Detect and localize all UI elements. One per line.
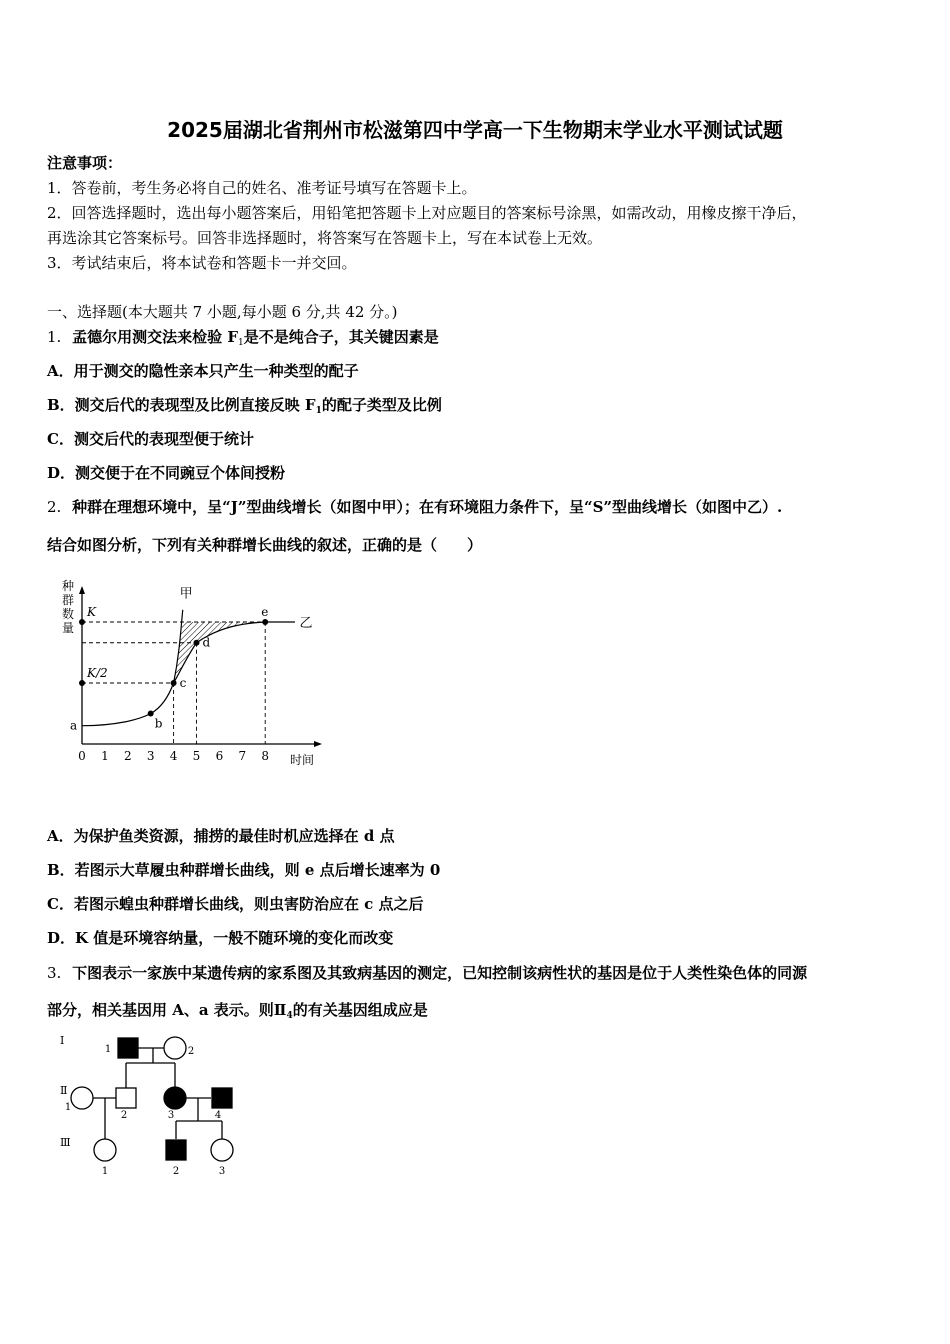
x-axis-label: 时间 <box>289 753 315 767</box>
y-axis-label-char: 数 <box>62 607 75 621</box>
section-heading: 一、选择题(本大题共 7 小题,每小题 6 分,共 42 分。) <box>47 303 398 321</box>
x-tick-label: 3 <box>146 749 155 763</box>
x-tick-label: 0 <box>78 749 86 763</box>
q1-option-b <box>47 395 442 418</box>
notice-item: 再选涂其它答案标号。回答非选择题时，将答案写在答题卡上，写在本试卷上无效。 <box>47 229 603 247</box>
q3-stem-text-3: 的有关基因组成应是 <box>292 1001 428 1019</box>
q1-option-a: A．用于测交的隐性亲本只产生一种类型的配子 <box>47 362 359 380</box>
x-axis-arrow <box>314 741 322 747</box>
x-tick-label: 5 <box>192 749 201 763</box>
question-number: 1. <box>47 328 62 346</box>
q1-option-b-sub: 1 <box>315 406 322 416</box>
point-e <box>262 619 268 625</box>
generation-label: Ⅲ <box>60 1136 71 1149</box>
x-tick-label: 8 <box>261 749 270 763</box>
pedigree-i-2 <box>164 1037 186 1059</box>
question-2-stem <box>47 497 782 517</box>
pedigree-lines <box>93 1048 222 1139</box>
pedigree-members <box>60 1034 233 1177</box>
q1-subscript: 1 <box>237 338 244 348</box>
chart-plot-area <box>70 586 322 767</box>
k-axis-point <box>79 619 85 625</box>
pedigree-member-label: 1 <box>104 1044 112 1055</box>
pedigree-diagram <box>50 1030 250 1180</box>
point-label-d: d <box>202 635 211 650</box>
point-d <box>194 640 200 646</box>
pedigree-member-label: 2 <box>172 1166 180 1177</box>
point-c <box>171 680 177 686</box>
q2-option-b: B．若图示大草履虫种群增长曲线，则 e 点后增长速率为 0 <box>47 861 441 879</box>
q3-stem-text-2: 部分，相关基因用 A、a 表示。则Ⅱ <box>47 1001 287 1019</box>
point-label-a: a <box>70 718 78 733</box>
q3-stem-text: 下图表示一家族中某遗传病的家系图及其致病基因的测定，已知控制该病性状的基因是位于人类性染色体的同源 <box>72 964 808 982</box>
question-1-stem <box>47 327 439 350</box>
x-tick-label: 1 <box>101 749 109 763</box>
pedigree-iii-2 <box>166 1140 186 1160</box>
pedigree-member-label: 3 <box>218 1166 226 1177</box>
half-k-axis-point <box>79 680 85 686</box>
pedigree-member-label: 2 <box>187 1046 195 1057</box>
x-tick-label: 7 <box>238 749 247 763</box>
y-tick-label: K <box>87 605 96 619</box>
x-tick-label: 2 <box>123 749 132 763</box>
question-3-stem <box>47 963 807 983</box>
generation-label: Ⅰ <box>60 1034 65 1047</box>
pedigree-member-label: 4 <box>214 1110 222 1121</box>
pedigree-member-label: 2 <box>120 1110 128 1121</box>
notice-item: 3．考试结束后，将本试卷和答题卡一并交回。 <box>47 254 357 272</box>
q2-option-a: A．为保护鱼类资源，捕捞的最佳时机应选择在 d 点 <box>47 827 395 845</box>
pedigree-ii-3 <box>164 1087 186 1109</box>
question-3-stem-line2 <box>47 1000 428 1023</box>
x-tick-label: 6 <box>215 749 224 763</box>
y-axis-label-char: 群 <box>62 593 75 607</box>
notice-heading: 注意事项： <box>47 154 123 172</box>
pedigree-ii-2 <box>116 1088 136 1108</box>
point-b <box>148 711 154 717</box>
point-label-e: e <box>261 605 269 619</box>
pedigree-ii-4 <box>212 1088 232 1108</box>
x-tick-label: 4 <box>169 749 178 763</box>
page-title: 2025届湖北省荆州市松滋第四中学高一下生物期末学业水平测试试题 <box>167 118 783 142</box>
q2-option-c: C．若图示蝗虫种群增长曲线，则虫害防治应在 c 点之后 <box>47 895 424 913</box>
question-number: 2. <box>47 498 62 516</box>
population-growth-chart <box>50 578 340 788</box>
q2-option-d: D．K 值是环境容纳量，一般不随环境的变化而改变 <box>47 929 394 947</box>
notice-item: 1．答卷前，考生务必将自己的姓名、准考证号填写在答题卡上。 <box>47 179 477 197</box>
q1-option-b-text: B．测交后代的表现型及比例直接反映 F <box>47 396 316 414</box>
y-axis-label-char: 量 <box>62 621 75 635</box>
q1-stem-text: 孟德尔用测交法来检验 F <box>72 328 238 346</box>
q1-stem-text-2: 是不是纯合子，其关键因素是 <box>243 328 439 346</box>
pedigree-ii-1 <box>71 1087 93 1109</box>
pedigree-iii-3 <box>211 1139 233 1161</box>
notice-item: 2．回答选择题时，选出每小题答案后，用铅笔把答题卡上对应题目的答案标号涂黑，如需改动，用橡皮擦干净后， <box>47 204 807 222</box>
y-tick-label: K/2 <box>87 666 108 680</box>
question-number: 3. <box>47 964 62 982</box>
pedigree-iii-1 <box>94 1139 116 1161</box>
curve-label-jia: 甲 <box>179 586 193 602</box>
q1-option-b-text-2: 的配子类型及比例 <box>321 396 442 414</box>
q1-option-d: D．测交便于在不同豌豆个体间授粉 <box>47 464 286 482</box>
y-axis-arrow <box>79 586 85 594</box>
q2-stem-text: 种群在理想环境中，呈“J”型曲线增长（如图中甲）；在有环境阻力条件下，呈“S”型曲线增长（如图中乙）. <box>72 498 783 516</box>
q3-subscript: 4 <box>286 1011 293 1021</box>
point-label-c: c <box>179 676 187 690</box>
pedigree-member-label: 3 <box>167 1110 175 1121</box>
curve-label-yi: 乙 <box>299 616 313 631</box>
pedigree-member-label: 1 <box>101 1166 109 1177</box>
pedigree-member-label: 1 <box>64 1102 72 1113</box>
q1-option-c: C．测交后代的表现型便于统计 <box>47 430 254 448</box>
question-2-stem-line2: 结合如图分析，下列有关种群增长曲线的叙述，正确的是（ ） <box>47 536 483 554</box>
point-label-b: b <box>154 716 163 731</box>
generation-label: Ⅱ <box>60 1084 68 1097</box>
pedigree-i-1 <box>118 1038 138 1058</box>
y-axis-label-char: 种 <box>62 579 75 593</box>
